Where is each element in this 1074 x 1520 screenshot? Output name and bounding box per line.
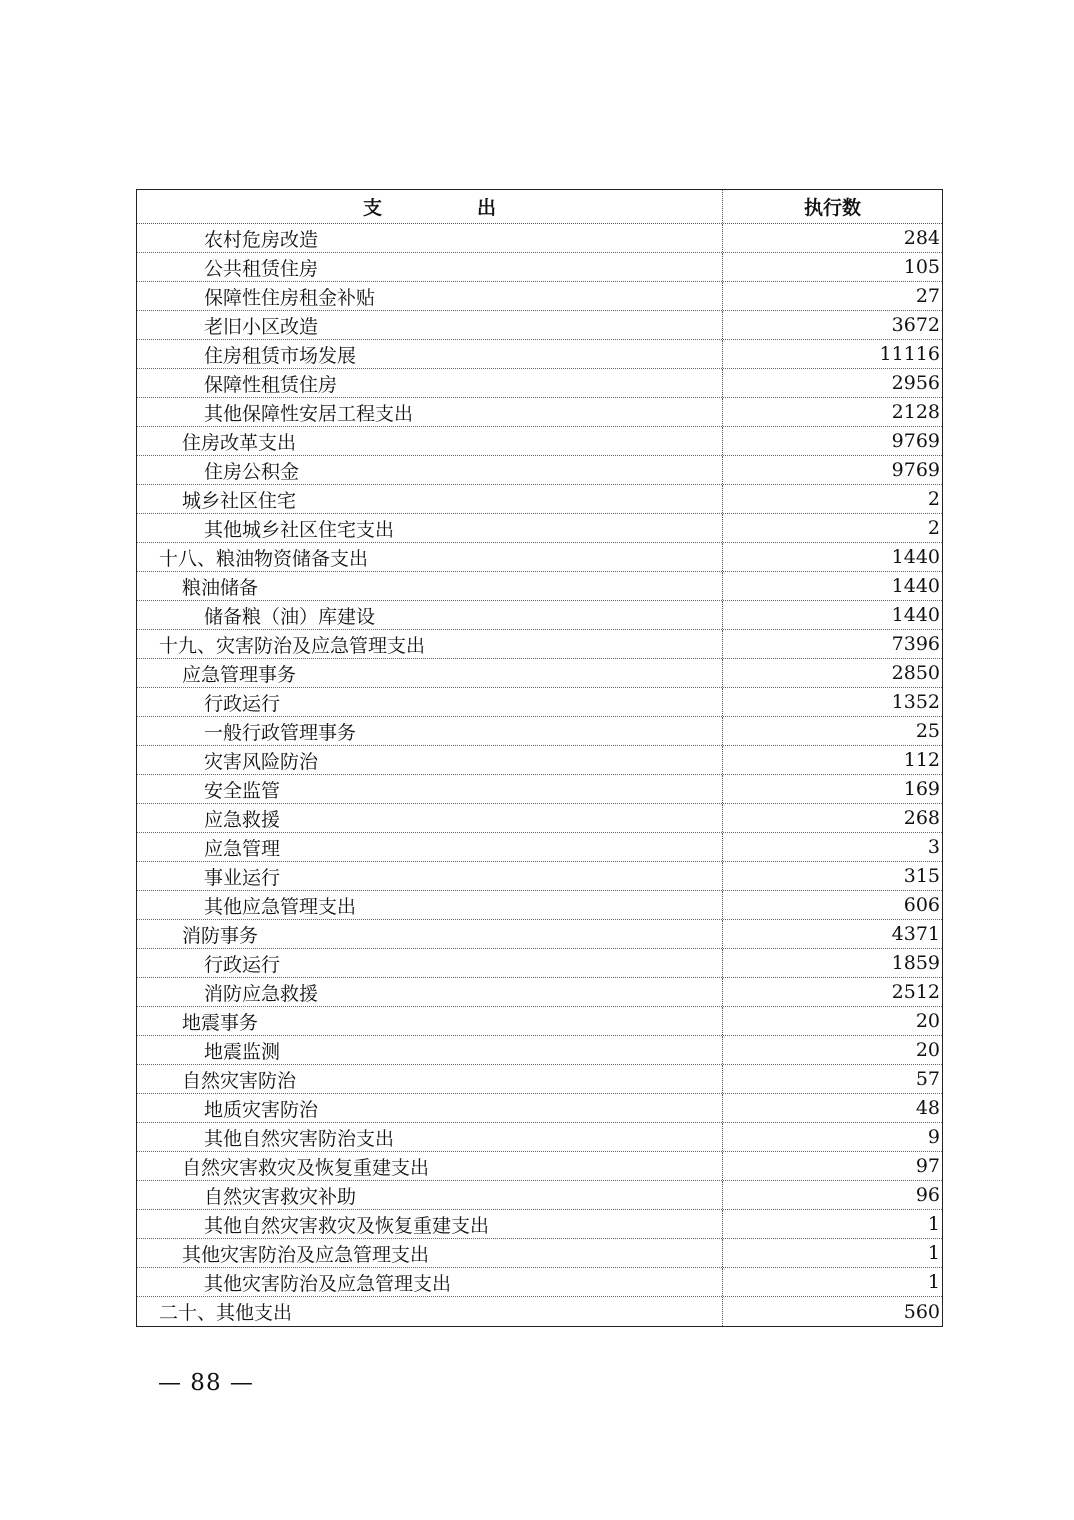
row-value: 1440 <box>891 546 940 568</box>
row-value: 48 <box>915 1097 940 1119</box>
row-value: 1440 <box>891 575 940 597</box>
row-label: 自然灾害救灾及恢复重建支出 <box>137 1152 723 1180</box>
table-row <box>137 282 942 311</box>
table-row <box>137 804 942 833</box>
row-value: 20 <box>915 1010 940 1032</box>
row-label: 行政运行 <box>137 688 723 716</box>
row-value: 3672 <box>891 314 940 336</box>
row-value: 1859 <box>891 952 940 974</box>
row-label: 安全监管 <box>137 775 723 803</box>
row-value: 105 <box>903 256 940 278</box>
row-value: 1352 <box>891 691 940 713</box>
row-value: 2956 <box>891 372 940 394</box>
row-value: 1440 <box>891 604 940 626</box>
row-label: 城乡社区住宅 <box>137 485 723 513</box>
row-label: 应急救援 <box>137 804 723 832</box>
table-row <box>137 1239 942 1268</box>
table-header <box>137 190 942 224</box>
row-label: 其他保障性安居工程支出 <box>137 398 723 426</box>
table-row <box>137 311 942 340</box>
row-label: 地震监测 <box>137 1036 723 1064</box>
row-value: 27 <box>915 285 940 307</box>
table-row <box>137 1123 942 1152</box>
header-executed-amount: 执行数 <box>803 197 861 219</box>
row-label: 住房租赁市场发展 <box>137 340 723 368</box>
table-row <box>137 978 942 1007</box>
table-row <box>137 1036 942 1065</box>
row-value: 7396 <box>891 633 940 655</box>
row-value: 4371 <box>891 923 940 945</box>
table-row <box>137 891 942 920</box>
row-label: 其他城乡社区住宅支出 <box>137 514 723 542</box>
row-value: 9769 <box>891 459 940 481</box>
table-row <box>137 1181 942 1210</box>
row-value: 112 <box>903 749 940 771</box>
table-row <box>137 1094 942 1123</box>
table-row <box>137 601 942 630</box>
row-value: 2850 <box>891 662 940 684</box>
row-value: 1 <box>927 1271 940 1293</box>
row-label: 一般行政管理事务 <box>137 717 723 745</box>
table-row <box>137 1152 942 1181</box>
table-row <box>137 659 942 688</box>
row-label: 储备粮（油）库建设 <box>137 601 723 629</box>
table-row <box>137 949 942 978</box>
row-value: 315 <box>903 865 940 887</box>
page-number: — 88 — <box>158 1370 254 1396</box>
row-label: 行政运行 <box>137 949 723 977</box>
row-value: 606 <box>903 894 940 916</box>
table-row <box>137 543 942 572</box>
row-value: 560 <box>903 1300 940 1323</box>
row-label: 应急管理事务 <box>137 659 723 687</box>
table-row <box>137 340 942 369</box>
row-label: 其他灾害防治及应急管理支出 <box>137 1239 723 1267</box>
table-row <box>137 224 942 253</box>
table-row <box>137 572 942 601</box>
table-row <box>137 862 942 891</box>
row-label: 十九、灾害防治及应急管理支出 <box>137 630 723 658</box>
table-row <box>137 1268 942 1297</box>
row-label: 二十、其他支出 <box>137 1297 723 1326</box>
table-row <box>137 688 942 717</box>
row-label: 消防应急救援 <box>137 978 723 1006</box>
table-row <box>137 485 942 514</box>
table-row <box>137 1210 942 1239</box>
row-value: 284 <box>903 227 940 249</box>
row-label: 保障性住房租金补贴 <box>137 282 723 310</box>
row-label: 其他灾害防治及应急管理支出 <box>137 1268 723 1296</box>
row-value: 3 <box>927 836 940 858</box>
row-value: 268 <box>903 807 940 829</box>
row-label: 其他应急管理支出 <box>137 891 723 919</box>
row-label: 地震事务 <box>137 1007 723 1035</box>
row-label: 农村危房改造 <box>137 224 723 252</box>
table-row <box>137 717 942 746</box>
table-body <box>137 224 942 1326</box>
table-row <box>137 630 942 659</box>
table-row <box>137 1065 942 1094</box>
row-label: 自然灾害救灾补助 <box>137 1181 723 1209</box>
row-value: 9769 <box>891 430 940 452</box>
table-row <box>137 833 942 862</box>
row-label: 地质灾害防治 <box>137 1094 723 1122</box>
row-value: 1 <box>927 1242 940 1264</box>
row-value: 96 <box>915 1184 940 1206</box>
table-row <box>137 253 942 282</box>
row-label: 其他自然灾害防治支出 <box>137 1123 723 1151</box>
table-row <box>137 514 942 543</box>
row-label: 住房改革支出 <box>137 427 723 455</box>
row-label: 自然灾害防治 <box>137 1065 723 1093</box>
row-value: 57 <box>915 1068 940 1090</box>
row-value: 11116 <box>879 343 940 365</box>
row-value: 25 <box>915 720 940 742</box>
table-row <box>137 427 942 456</box>
row-label: 住房公积金 <box>137 456 723 484</box>
row-value: 2 <box>927 517 940 539</box>
row-label: 消防事务 <box>137 920 723 948</box>
row-value: 20 <box>915 1039 940 1061</box>
row-label: 保障性租赁住房 <box>137 369 723 397</box>
table-row <box>137 746 942 775</box>
row-value: 9 <box>927 1126 940 1148</box>
row-label: 粮油储备 <box>137 572 723 600</box>
header-expenditure: 支 出 <box>137 190 723 223</box>
table-row <box>137 456 942 485</box>
row-value: 2 <box>927 488 940 510</box>
table-row <box>137 1007 942 1036</box>
row-value: 169 <box>903 778 940 800</box>
table-row <box>137 1297 942 1326</box>
table-row <box>137 398 942 427</box>
row-value: 2512 <box>891 981 940 1003</box>
table-row <box>137 369 942 398</box>
table-row <box>137 920 942 949</box>
row-label: 其他自然灾害救灾及恢复重建支出 <box>137 1210 723 1238</box>
row-label: 事业运行 <box>137 862 723 890</box>
row-value: 2128 <box>891 401 940 423</box>
row-label: 灾害风险防治 <box>137 746 723 774</box>
table-row <box>137 775 942 804</box>
row-value: 1 <box>927 1213 940 1235</box>
row-label: 十八、粮油物资储备支出 <box>137 543 723 571</box>
row-label: 公共租赁住房 <box>137 253 723 281</box>
expenditure-table <box>136 189 943 1327</box>
row-value: 97 <box>915 1155 940 1177</box>
row-label: 老旧小区改造 <box>137 311 723 339</box>
row-label: 应急管理 <box>137 833 723 861</box>
